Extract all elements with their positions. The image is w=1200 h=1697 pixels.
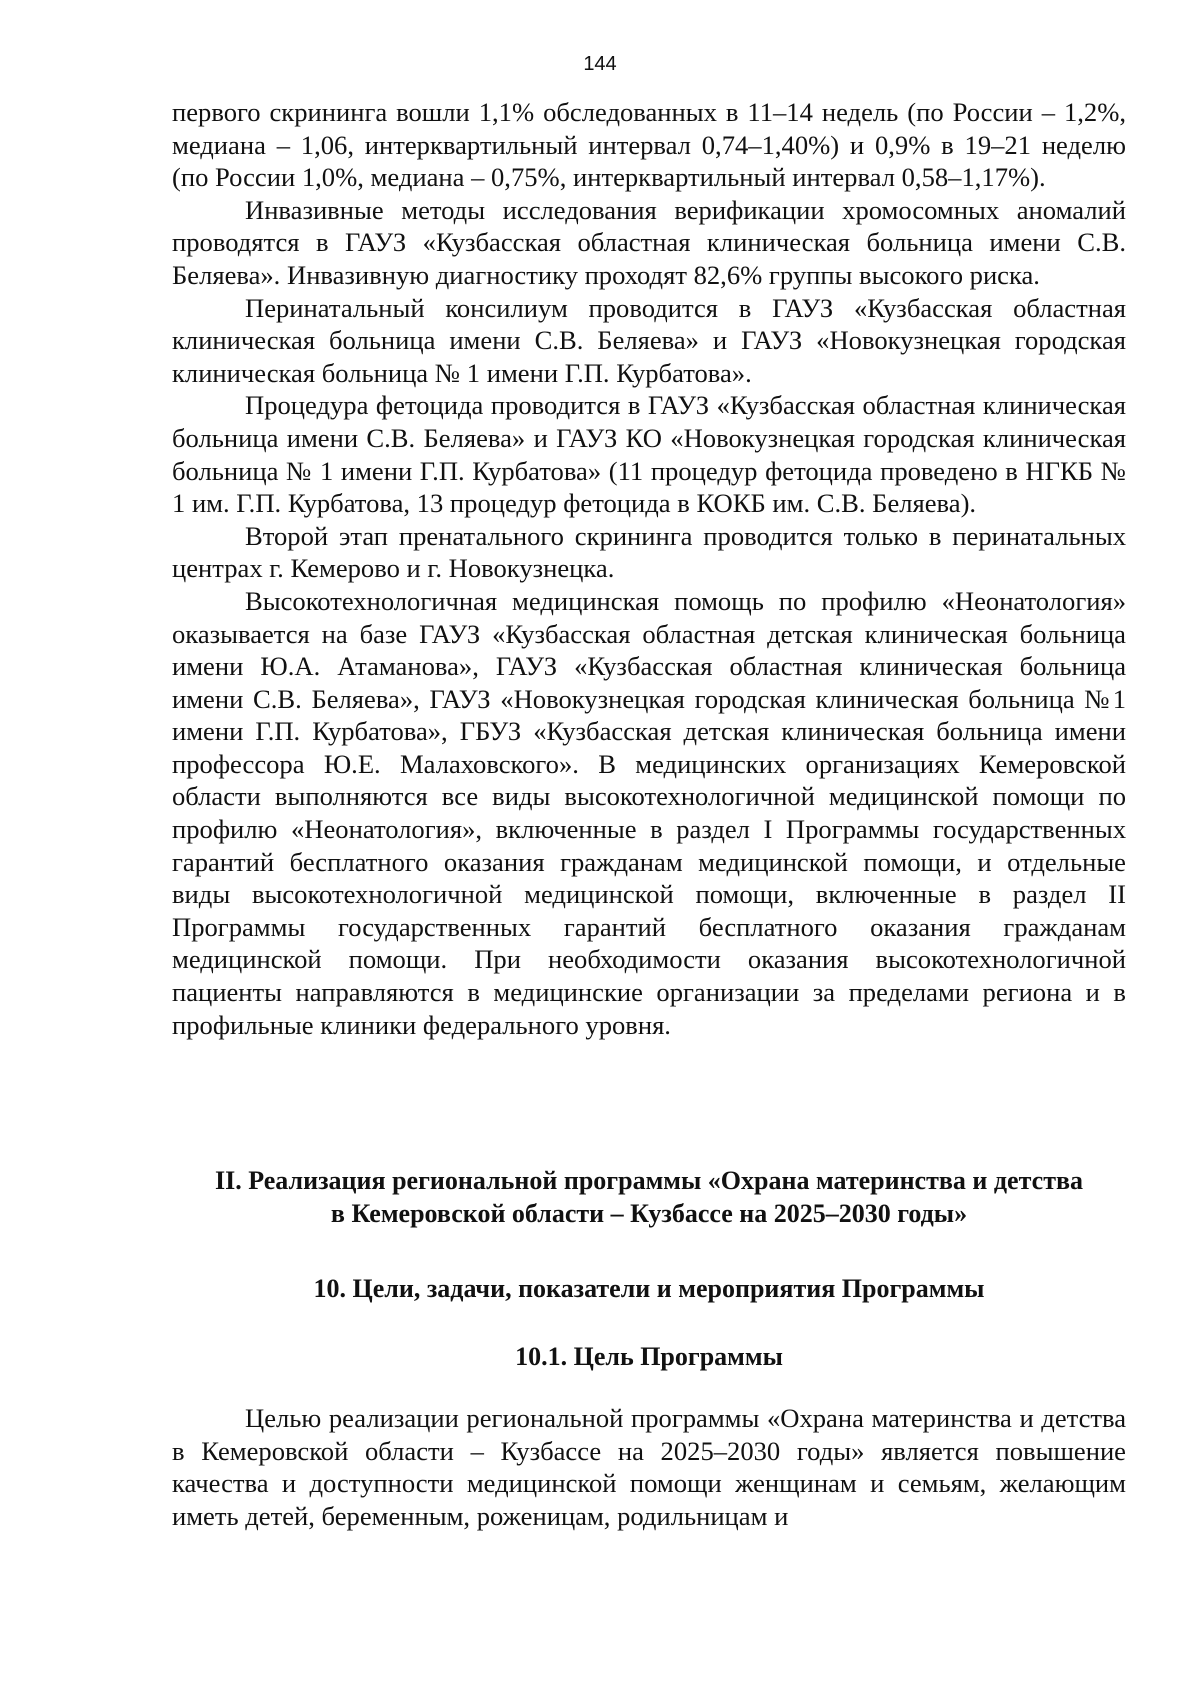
paragraph-second-stage-screening: Второй этап пренатального скрининга проводится только в перинатальных центрах г. Кемерово и г. Новокузнецка.: [172, 520, 1126, 584]
subsection-heading: 10. Цели, задачи, показатели и мероприятия Программы: [313, 1274, 985, 1303]
paragraph-perinatal-council: Перинатальный консилиум проводится в ГАУЗ «Кузбасская областная клиническая больница имени С.В. Беляева» и ГАУЗ «Новокузнецкая городская клиническая больница № 1 имени Г.П. Курбатова».: [172, 292, 1126, 388]
page-number: 144: [583, 53, 617, 75]
section-heading-line2: в Кемеровской области – Кузбассе на 2025–2030 годы»: [330, 1199, 968, 1228]
body-text: [172, 96, 1126, 1041]
paragraph-high-tech-care: Высокотехнологичная медицинская помощь по профилю «Неонатология» оказывается на базе ГАУЗ «Кузбасская областная детская клиническая больница имени Ю.А. Атаманова», ГАУЗ «Кузбасская областная клиническая больница имени С.В. Беляева», ГАУЗ «Новокузнецкая городская клиническая больница №1 имени Г.П. Курбатова», ГБУЗ «Кузбасская детская клиническая больница имени профессора Ю.Е. Малаховского». В медицинских организациях Кемеровской области выполняются все виды высокотехнологичной медицинской помощи по профилю «Неонатология», включенные в раздел I Программы государственных гарантий бесплатного оказания гражданам медицинской помощи, и отдельные виды высокотехнологичной медицинской помощи, включенные в раздел II Программы государственных гарантий бесплатного оказания гражданам медицинской помощи. При необходимости оказания высокотехнологичной пациенты направляются в медицинские организации за пределами региона и в профильные клиники федерального уровня.: [172, 585, 1126, 1040]
section-heading: [172, 1164, 1126, 1230]
closing-text: [172, 1402, 1126, 1532]
subsubsection-heading: 10.1. Цель Программы: [515, 1342, 783, 1371]
paragraph-program-goal: Целью реализации региональной программы «Охрана материнства и детства в Кемеровской области – Кузбассе на 2025–2030 годы» является повышение качества и доступности медицинской помощи женщинам и семьям, желающим иметь детей, беременным, роженицам, родильницам и: [172, 1403, 1126, 1531]
paragraph-invasive-methods: Инвазивные методы исследования верификации хромосомных аномалий проводятся в ГАУЗ «Кузбасская областная клиническая больница имени С.В. Беляева». Инвазивную диагностику проходят 82,6% группы высокого риска.: [172, 194, 1126, 290]
paragraph-screening-continuation: первого скрининга вошли 1,1% обследованных в 11–14 недель (по России – 1,2%, медиана – 1,06, интерквартильный интервал 0,74–1,40%) и 0,9% в 19–21 неделю (по России 1,0%, медиана – 0,75%, интерквартильный интервал 0,58–1,17%).: [172, 97, 1126, 193]
section-heading-line1: II. Реализация региональной программы «Охрана материнства и детства: [214, 1166, 1084, 1195]
paragraph-feticide: Процедура фетоцида проводится в ГАУЗ «Кузбасская областная клиническая больница имени С.В. Беляева» и ГАУЗ КО «Новокузнецкая городская клиническая больница № 1 имени Г.П. Курбатова» (11 процедур фетоцида проведено в НГКБ № 1 им. Г.П. Курбатова, 13 процедур фетоцида в КОКБ им. С.В. Беляева).: [172, 390, 1126, 519]
